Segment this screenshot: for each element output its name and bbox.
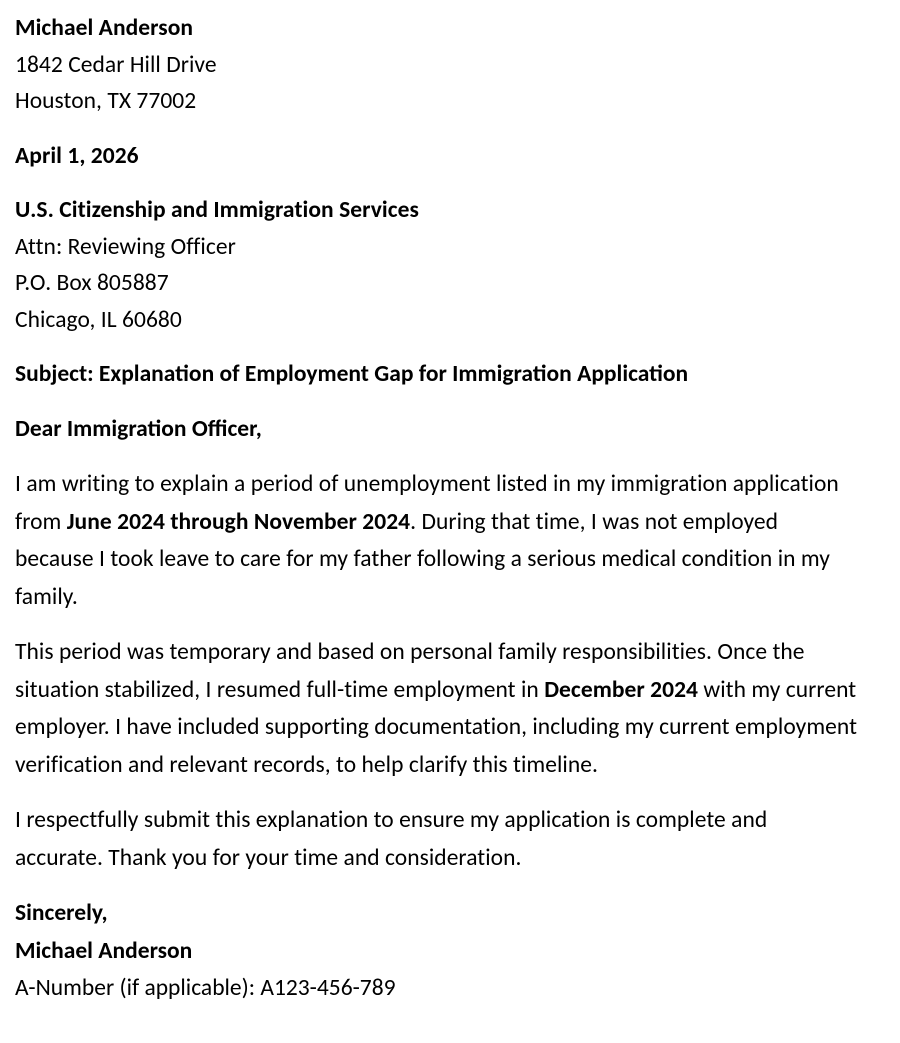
paragraph-1-emphasis-dates: June 2024 through November 2024: [66, 507, 411, 536]
spacer-after-sender: [15, 120, 860, 138]
recipient-city-state-zip: Chicago, IL 60680: [15, 305, 182, 334]
recipient-po-box: P.O. Box 805887: [15, 269, 169, 297]
recipient-address-block: [15, 192, 860, 338]
subject-line: Subject: Explanation of Employment Gap for Immigration Application: [15, 360, 689, 388]
closing-salutation: Sincerely,: [15, 899, 108, 927]
paragraph-1-text-part-1: I am writing to explain a period of unemployment listed in my immigration application from: [15, 470, 839, 536]
recipient-organization: U.S. Citizenship and Immigration Services: [15, 196, 419, 224]
body-paragraph-2: [15, 634, 860, 784]
spacer-after-date: [15, 174, 860, 192]
body-paragraph-1: [15, 466, 860, 616]
sender-city-state-zip: Houston, TX 77002: [15, 87, 197, 115]
paragraph-2-emphasis-date: December 2024: [544, 675, 699, 704]
sender-name: Michael Anderson: [15, 14, 194, 42]
salutation-line: Dear Immigration Officer,: [15, 415, 262, 443]
body-paragraph-3: I respectfully submit this explanation to ensure my application is complete and accurate. Thank you for your time and consideration.: [15, 806, 768, 872]
sender-street: 1842 Cedar Hill Drive: [15, 50, 217, 79]
recipient-attention: Attn: Reviewing Officer: [15, 232, 236, 261]
closing-block: [15, 895, 860, 1008]
spacer-after-recipient: [15, 338, 860, 356]
a-number-line: A-Number (if applicable): A123-456-789: [15, 974, 396, 1002]
paragraph-2-text-part-1: This period was temporary and based on personal family responsibilities. Once the situation stabilized, I resumed full-time employment in: [15, 638, 805, 704]
date-block: [15, 138, 860, 175]
paragraph-2-text-part-2: with my current employer. I have included supporting documentation, including my current employment verification and relevant records, to help clarify this timeline.: [15, 675, 858, 779]
letter-date: April 1, 2026: [15, 141, 139, 170]
sender-address-block: [15, 10, 860, 120]
paragraph-1-text-part-2: . During that time, I was not employed because I took leave to care for my father following a serious medical condition in my family.: [15, 507, 830, 611]
signature-name: Michael Anderson: [15, 936, 193, 965]
